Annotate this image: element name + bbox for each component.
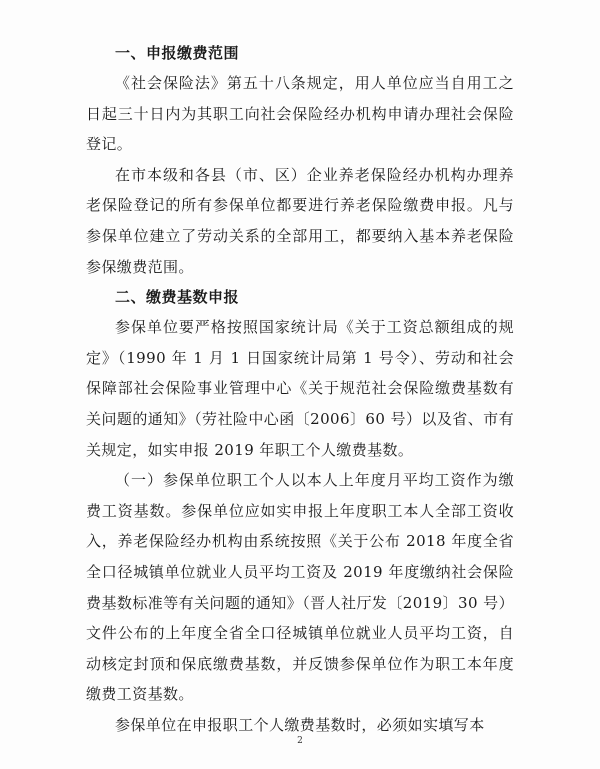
paragraph-social-insurance-law: 《社会保险法》第五十八条规定，用人单位应当自用工之日起三十日内为其职工向社会保险经办机构申请办理社会保险登记。	[86, 74, 514, 154]
section-heading-scope: 一、申报缴费范围	[115, 44, 240, 62]
paragraph-declaration-rules: 参保单位要严格按照国家统计局《关于工资总额组成的规定》（1990 年 1 月 1 日国家统计局第 1 号令）、劳动和社会保障部社会保险事业管理中心《关于规范社会保险缴费基数有关问题的通知》（劳社险中心函〔2006〕60 号）以及省、市有关规定，如实申报 2019 年职工个人缴费基数。	[86, 318, 514, 459]
paragraph-scope-coverage: 在市本级和各县（市、区）企业养老保险经办机构办理养老保险登记的所有参保单位都要进行养老保险缴费申报。凡与参保单位建立了劳动关系的全部用工，都要纳入基本养老保险参保缴费范围。	[86, 165, 514, 276]
document-body	[86, 38, 514, 740]
paragraph-monthly-average-wage: （一）参保单位职工个人以本人上年度月平均工资作为缴费工资基数。参保单位应如实申报上年度职工本人全部工资收入，养老保险经办机构由系统按照《关于公布 2018 年度全省全口径城镇单位就业人员平均工资及 2019 年度缴纳社会保险费基数标准等有关问题的通知》（晋人社厅发〔2019〕30 号）文件公布的上年度全省全口径城镇单位就业人员平均工资，自动核定封顶和保底缴费基数，并反馈参保单位作为职工本年度缴费工资基数。	[86, 471, 514, 704]
paragraph-declaration-requirement: 参保单位在申报职工个人缴费基数时，必须如实填写本	[115, 715, 485, 734]
page-number: 2	[297, 736, 303, 746]
section-heading-base-declaration: 二、缴费基数申报	[115, 288, 240, 307]
